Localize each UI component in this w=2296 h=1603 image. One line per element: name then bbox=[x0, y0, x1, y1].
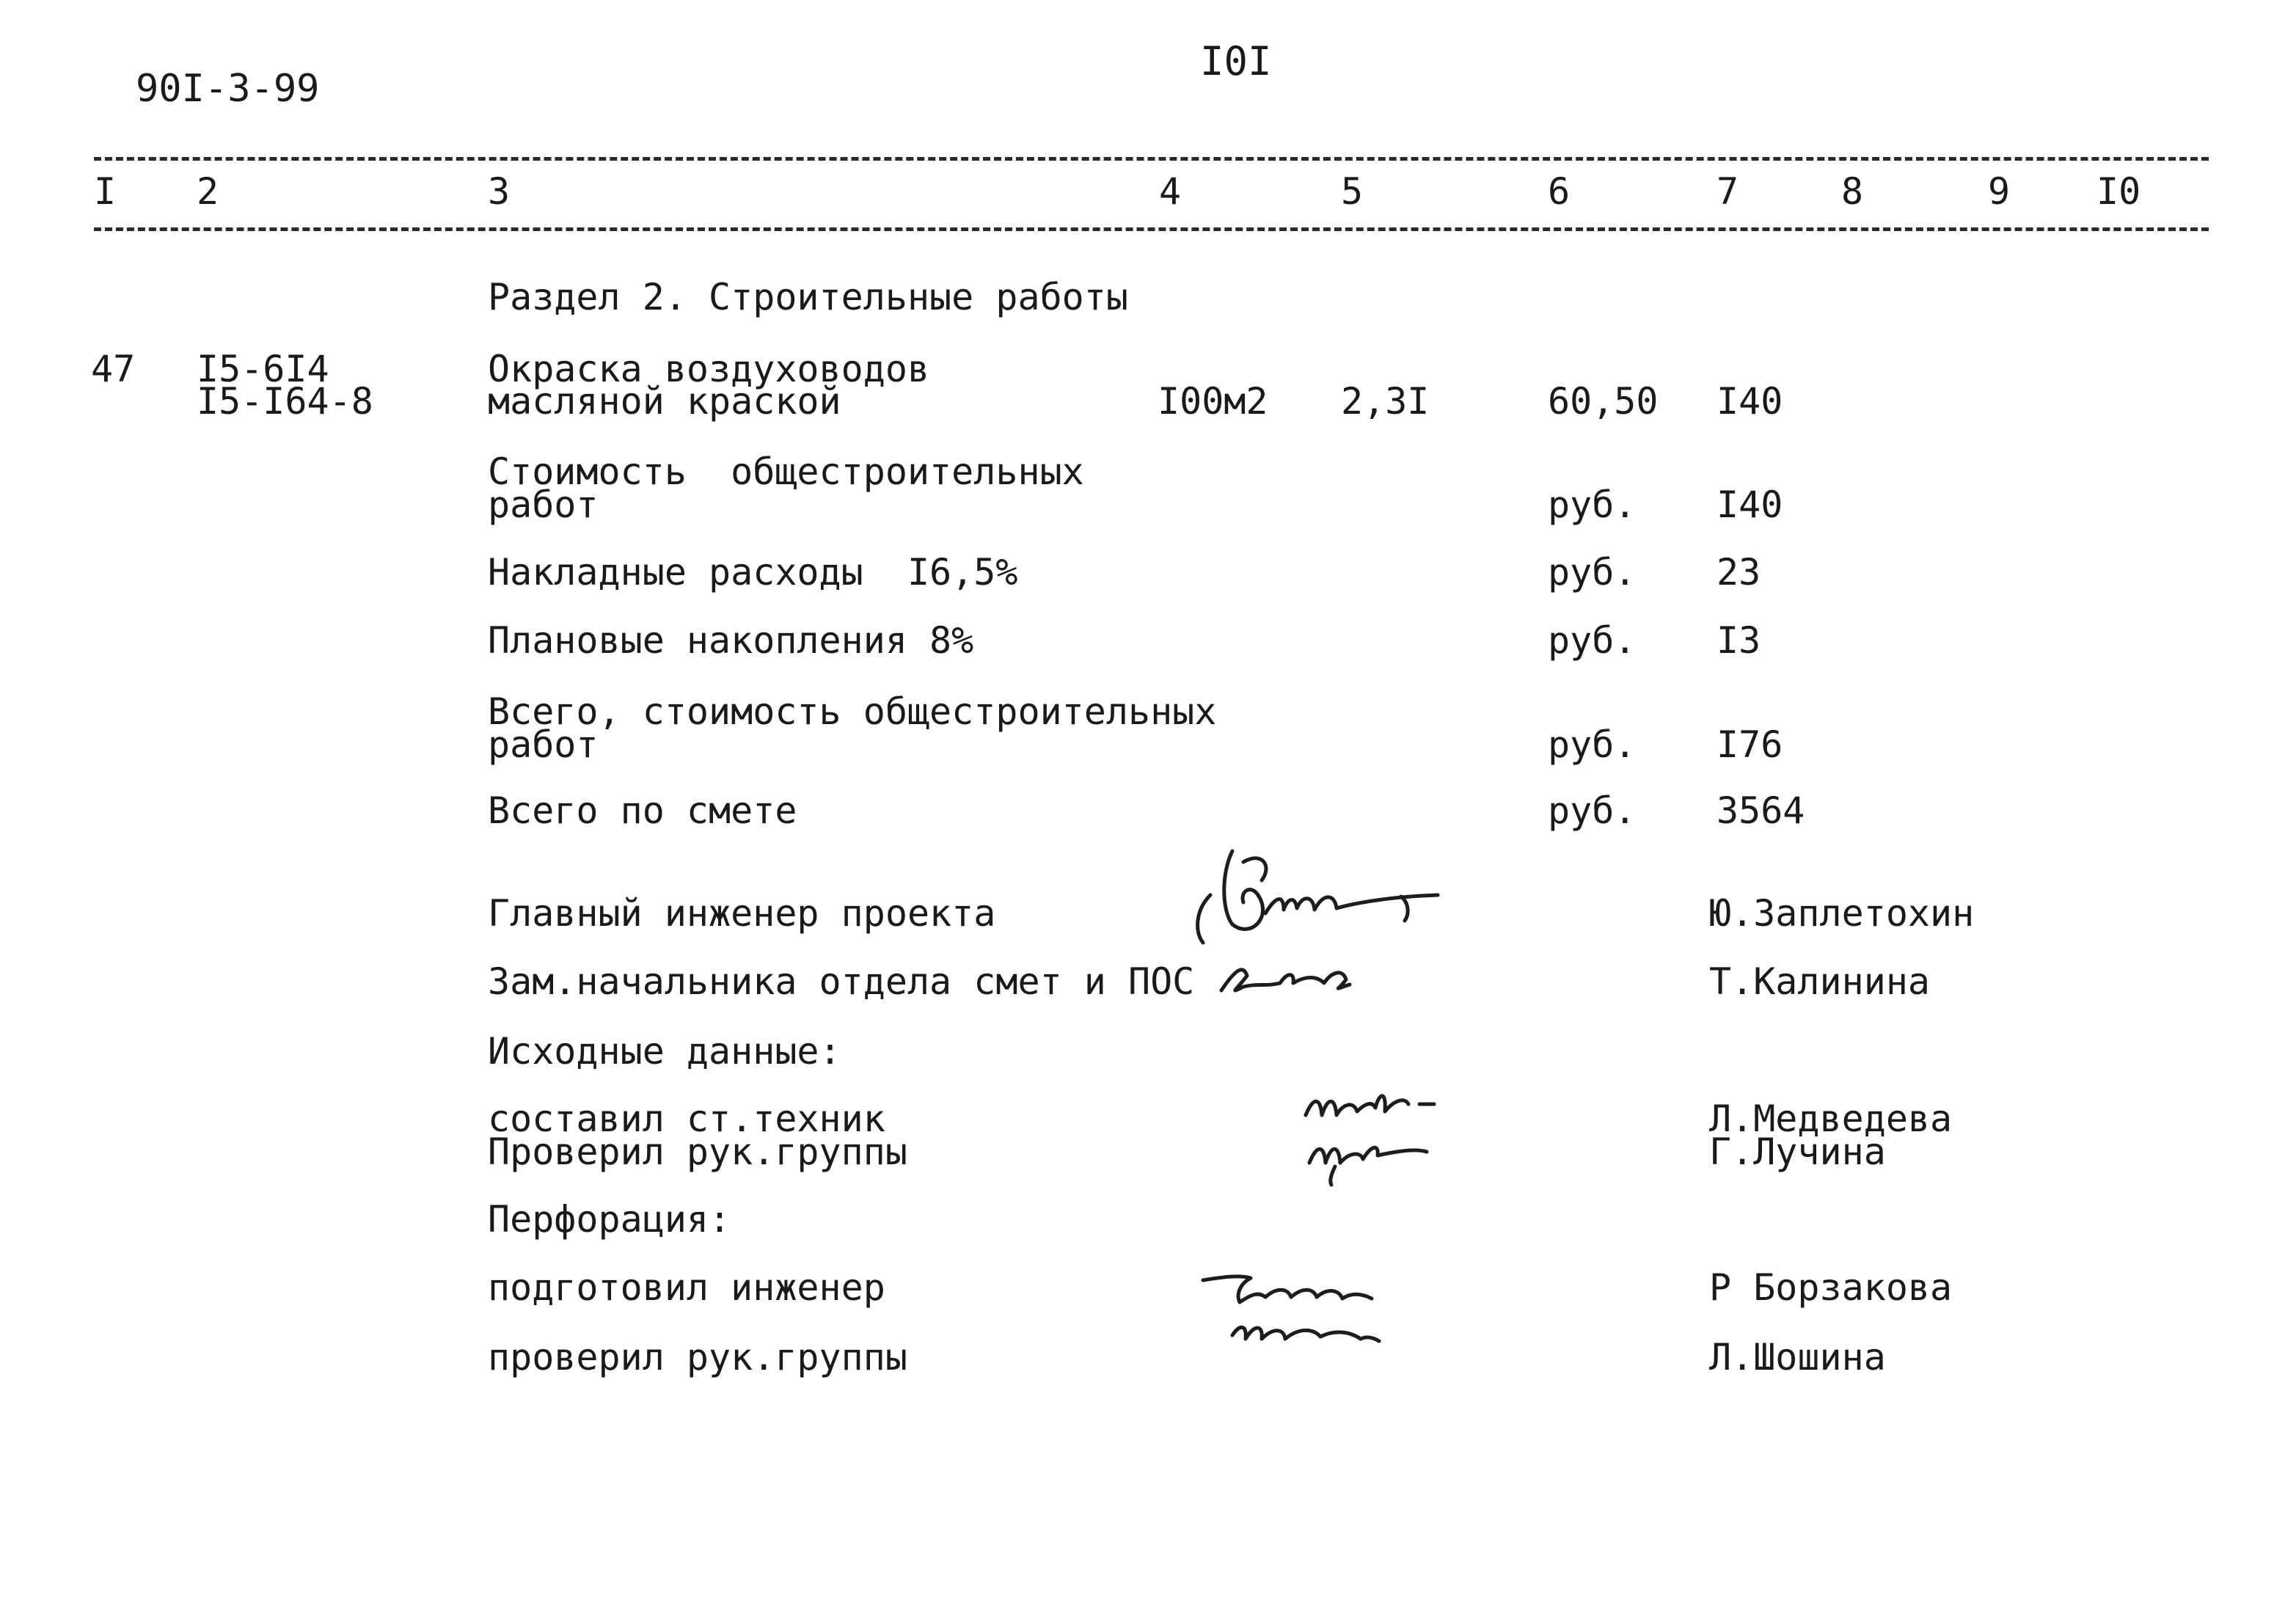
signer-name: Ю.Заплетохин bbox=[1709, 892, 1975, 935]
cost-value: 23 bbox=[1716, 551, 1761, 594]
signer-name: Р Борзакова bbox=[1709, 1266, 1953, 1309]
column-header-2: 2 bbox=[197, 170, 219, 213]
cost-unit: руб. bbox=[1548, 723, 1637, 766]
page-number: I0I bbox=[1200, 38, 1272, 84]
cost-label-line1: Плановые накопления 8% bbox=[488, 619, 974, 662]
column-header-1: I bbox=[94, 170, 117, 213]
cost-label-line1: Всего, стоимость общестроительных bbox=[488, 690, 1217, 733]
column-header-5: 5 bbox=[1341, 170, 1364, 213]
signer-name: Л.Шошина bbox=[1709, 1336, 1886, 1379]
perforation-heading: Перфорация: bbox=[488, 1198, 731, 1241]
signature-chief-engineer bbox=[1181, 844, 1460, 954]
signer-name: Л.Медведева bbox=[1709, 1098, 1953, 1140]
column-header-7: 7 bbox=[1716, 170, 1739, 213]
item-code-primary: I5-6I4 bbox=[197, 348, 329, 390]
column-header-4: 4 bbox=[1159, 170, 1182, 213]
document-code: 90I-3-99 bbox=[136, 67, 320, 111]
signer-role: составил ст.техник bbox=[488, 1098, 885, 1140]
cost-value: 3564 bbox=[1716, 789, 1805, 832]
cost-value: I40 bbox=[1716, 483, 1783, 526]
section-title: Раздел 2. Строительные работы bbox=[488, 276, 1128, 318]
signer-role: Главный инженер проекта bbox=[488, 892, 996, 935]
signer-name: Г.Лучина bbox=[1709, 1131, 1886, 1173]
cost-unit: руб. bbox=[1548, 551, 1637, 594]
column-header-3: 3 bbox=[488, 170, 511, 213]
signature-compiler-checker bbox=[1291, 1082, 1467, 1192]
column-header-10: I0 bbox=[2096, 170, 2141, 213]
item-name-line1: Окраска воздуховодов bbox=[488, 348, 930, 390]
source-data-heading: Исходные данные: bbox=[488, 1030, 841, 1073]
item-number: 47 bbox=[91, 348, 136, 390]
signer-role: проверил рук.группы bbox=[488, 1336, 907, 1379]
item-total: I40 bbox=[1716, 380, 1783, 423]
cost-label-line1: Всего по смете bbox=[488, 789, 797, 832]
signer-role: Проверил рук.группы bbox=[488, 1131, 907, 1173]
item-unit-price: 60,50 bbox=[1548, 380, 1659, 423]
cost-label-line1: Накладные расходы I6,5% bbox=[488, 551, 1018, 594]
cost-value: I3 bbox=[1716, 619, 1761, 662]
cost-unit: руб. bbox=[1548, 789, 1637, 832]
cost-label-line1: Стоимость общестроительных bbox=[488, 450, 1084, 493]
item-unit: I00м2 bbox=[1158, 380, 1268, 423]
cost-label-line2: работ bbox=[488, 483, 599, 526]
item-quantity: 2,3I bbox=[1341, 380, 1430, 423]
column-header-6: 6 bbox=[1548, 170, 1571, 213]
item-name-line2: масляной краской bbox=[488, 380, 841, 423]
cost-value: I76 bbox=[1716, 723, 1783, 766]
column-header-9: 9 bbox=[1988, 170, 2011, 213]
signer-role: подготовил инженер bbox=[488, 1266, 885, 1309]
table-header-bottom-rule bbox=[94, 227, 2209, 231]
cost-unit: руб. bbox=[1548, 483, 1637, 526]
cost-unit: руб. bbox=[1548, 619, 1637, 662]
signer-name: Т.Калинина bbox=[1709, 960, 1931, 1003]
signature-deputy-head bbox=[1214, 954, 1368, 1005]
signer-role: Зам.начальника отдела смет и ПОС bbox=[488, 960, 1195, 1003]
cost-label-line2: работ bbox=[488, 723, 599, 766]
column-header-8: 8 bbox=[1841, 170, 1864, 213]
table-header-top-rule bbox=[94, 157, 2209, 161]
signature-perforation bbox=[1196, 1262, 1416, 1372]
item-code-secondary: I5-I64-8 bbox=[197, 380, 373, 423]
